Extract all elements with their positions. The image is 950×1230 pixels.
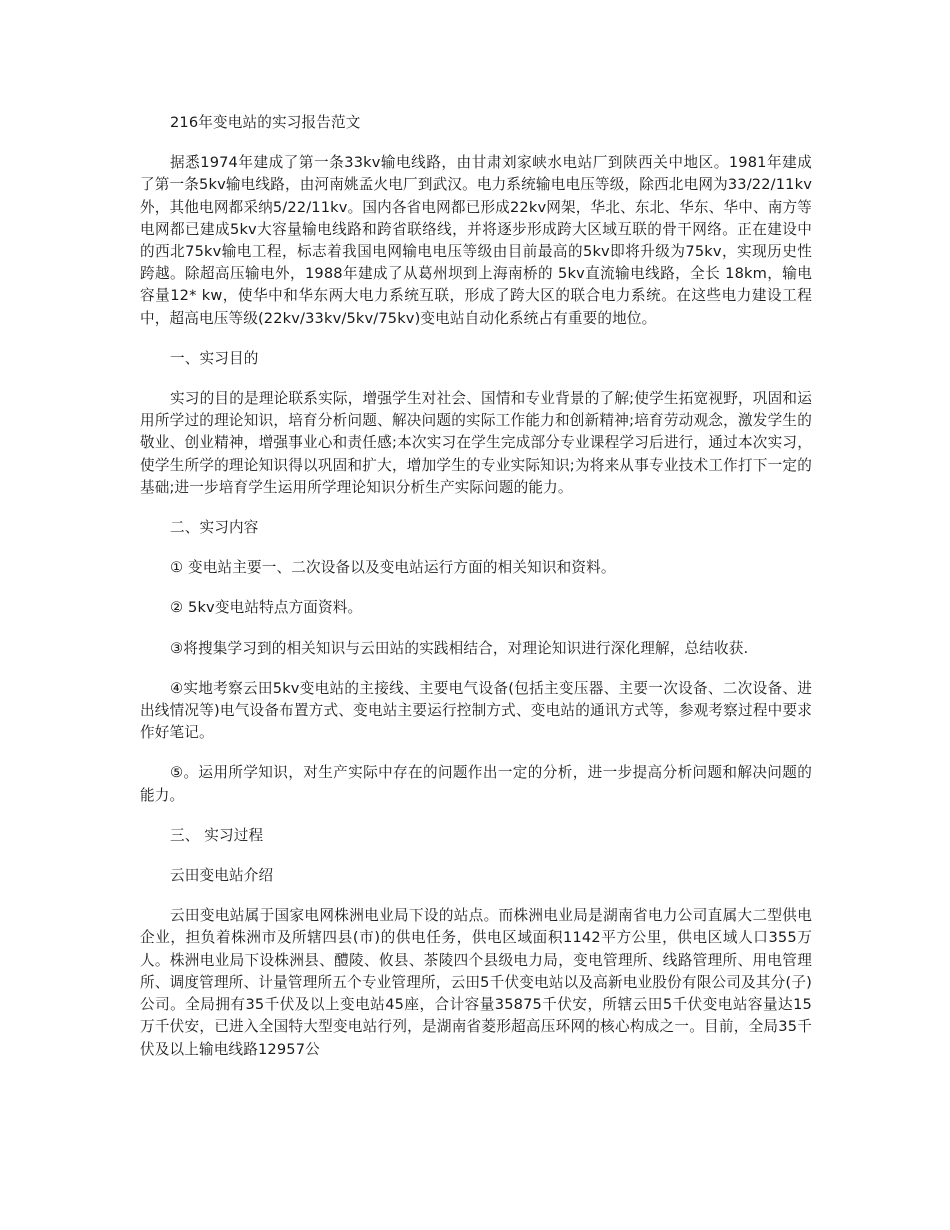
- content-item-3: ③将搜集学习到的相关知识与云田站的实践相结合，对理论知识进行深化理解，总结收获.: [170, 639, 749, 657]
- document-title: 216年变电站的实习报告范文: [170, 114, 361, 131]
- section-heading-process: 三、 实习过程: [170, 826, 264, 844]
- content-item-2: ② 5kv变电站特点方面资料。: [170, 599, 363, 617]
- station-intro-paragraph: 云田变电站属于国家电网株洲电业局下设的站点。而株洲电业局是湖南省电力公司直属大二型供电企业，担负着株洲市及所辖四县(市)的供电任务，供电区域面积1142平方公里，供电区域人口355万人。株洲电业局下设株洲县、醴陵、攸县、茶陵四个县级电力局，变电管理所、线路管理所、用电管理所、调度管理所、计量管理所五个专业管理所，云田5千伏变电站以及高新电业股份有限公司及其分(子)公司。全局拥有35千伏及以上变电站45座，合计容量35875千伏安，所辖云田5千伏变电站容量达15万千伏安，已进入全国特大型变电站行列，是湖南省菱形超高压环网的核心构成之一。目前，全局35千伏及以上输电线路12957公: [140, 907, 812, 1058]
- content-item-1: ① 变电站主要一、二次设备以及变电站运行方面的相关知识和资料。: [170, 559, 616, 577]
- intro-paragraph: 据悉1974年建成了第一条33kv输电线路，由甘肃刘家峡水电站厂到陕西关中地区。1981年建成了第一条5kv输电线路，由河南姚孟火电厂到武汉。电力系统输电电压等级，除西北电网为33/22/11kv外，其他电网都采纳5/22/11kv。国内各省电网都已形成22kv网架，华北、东北、华东、华中、南方等电网都已建成5kv大容量输电线路和跨省联络线，并将逐步形成跨大区域互联的骨干网络。正在建设中的西北75kv输电工程，标志着我国电网输电电压等级由目前最高的5kv即将升级为75kv，实现历史性跨越。除超高压输电外，1988年建成了从葛州坝到上海南桥的 5kv直流输电线路，全长 18km，输电容量12* kw，使华中和华东两大电力系统互联，形成了跨大区的联合电力系统。在这些电力建设工程中，超高电压等级(22kv/33kv/5kv/75kv)变电站自动化系统占有重要的地位。: [140, 154, 812, 327]
- subsection-heading-station-intro: 云田变电站介绍: [170, 867, 274, 885]
- purpose-paragraph: 实习的目的是理论联系实际，增强学生对社会、国情和专业背景的了解;使学生拓宽视野，巩固和运用所学过的理论知识，培育分析问题、解决问题的实际工作能力和创新精神;培育劳动观念，激发学生的敬业、创业精神，增强事业心和责任感;本次实习在学生完成部分专业课程学习后进行，通过本次实习，使学生所学的理论知识得以巩固和扩大，增加学生的专业实际知识;为将来从事专业技术工作打下一定的基础;进一步培育学生运用所学理论知识分析生产实际问题的能力。: [140, 390, 812, 496]
- document-body: [140, 112, 812, 1079]
- content-item-4: ④实地考察云田5kv变电站的主接线、主要电气设备(包括主变压器、主要一次设备、二次设备、进出线情况等)电气设备布置方式、变电站主要运行控制方式、变电站的通讯方式等，参观考察过程中要求作好笔记。: [140, 679, 812, 742]
- section-heading-purpose: 一、实习目的: [170, 349, 259, 367]
- section-heading-content: 二、实习内容: [170, 519, 259, 537]
- content-item-5: ⑤。运用所学知识，对生产实际中存在的问题作出一定的分析，进一步提高分析问题和解决问题的能力。: [140, 764, 812, 804]
